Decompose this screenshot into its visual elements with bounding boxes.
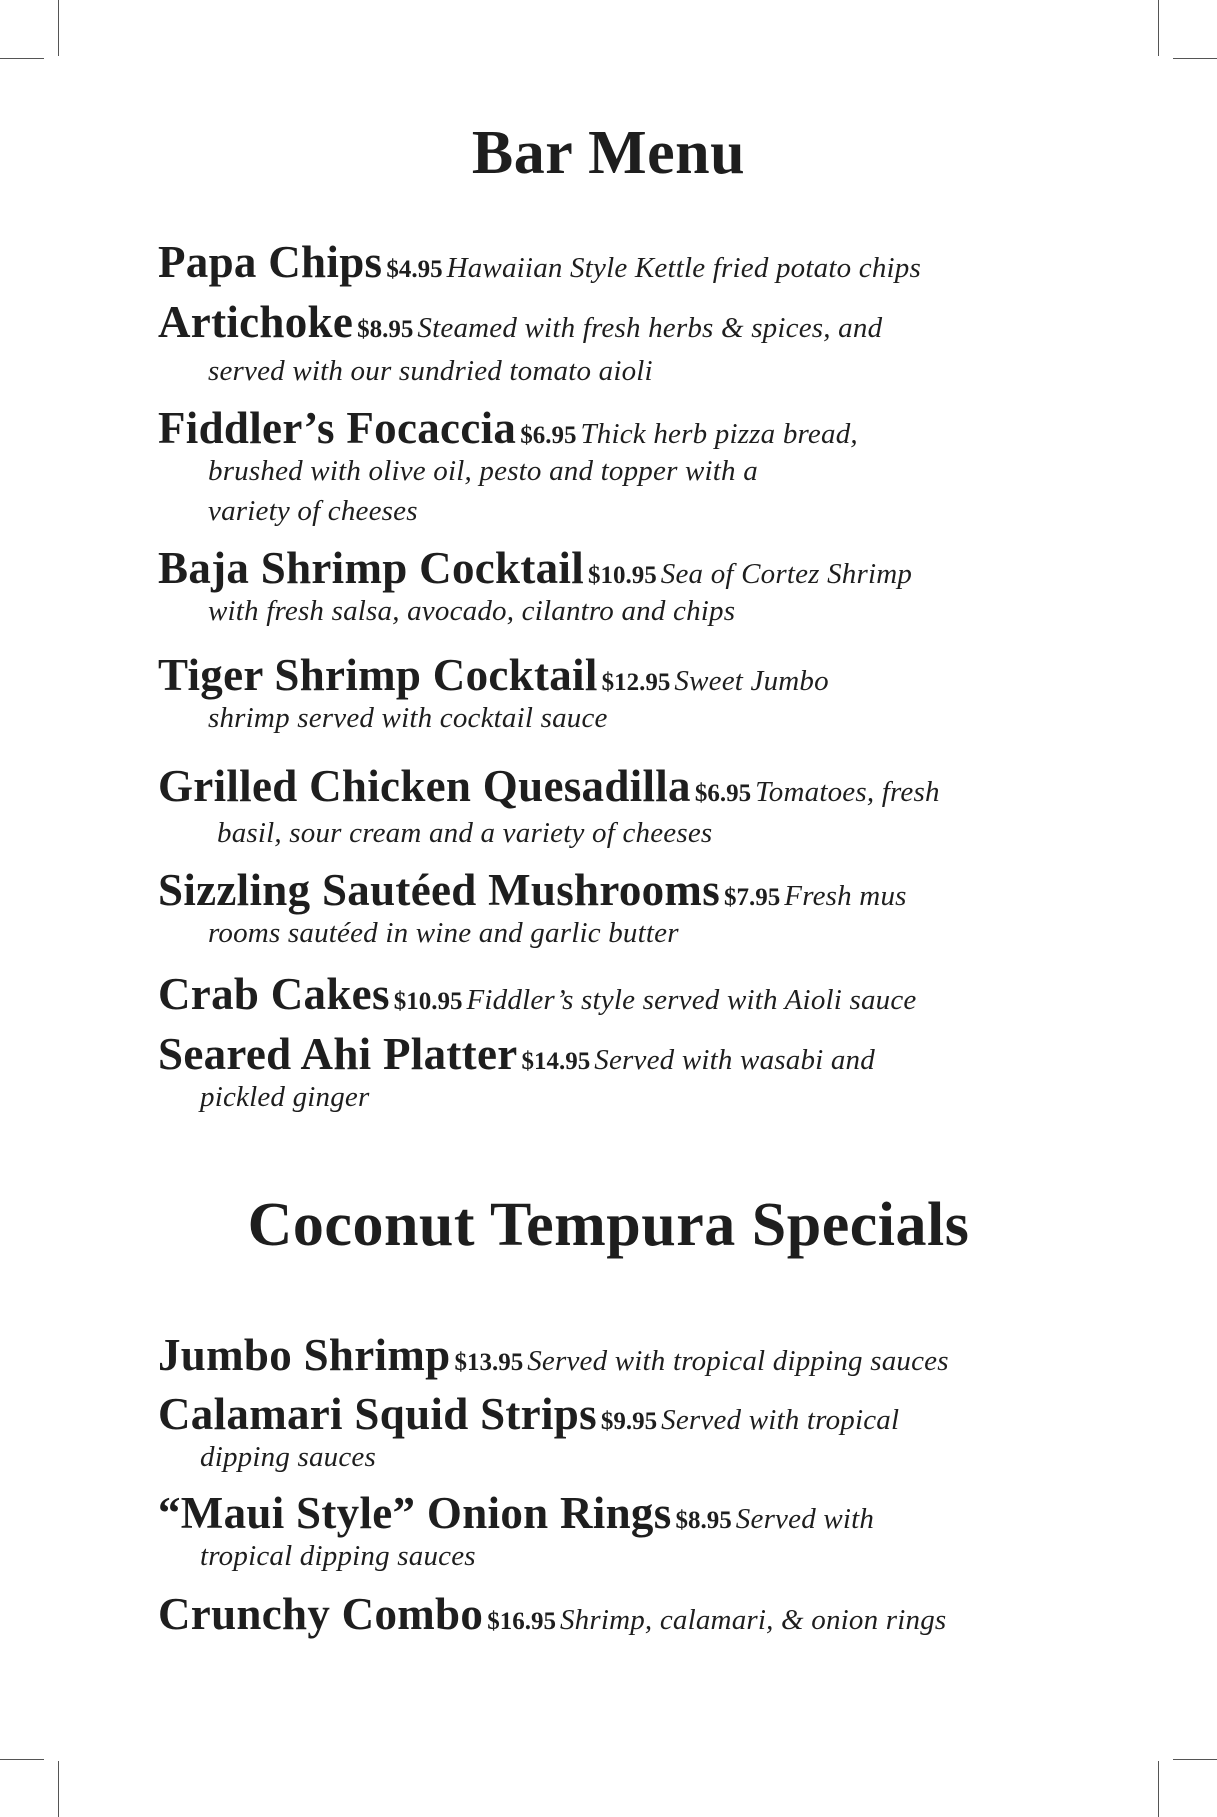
item-price: $7.95 — [724, 884, 781, 911]
item-name: “Maui Style” Onion Rings — [158, 1488, 672, 1538]
menu-item — [158, 865, 1108, 953]
item-description: Hawaiian Style Kettle fried potato chips — [446, 252, 921, 284]
menu-item — [158, 237, 1108, 287]
item-description-continued: with fresh salsa, avocado, cilantro and chips — [208, 595, 736, 627]
section-title-bar-menu: Bar Menu — [471, 119, 746, 187]
menu-item — [158, 1330, 1108, 1380]
menu-item — [158, 1488, 1108, 1576]
crop-mark — [1158, 1761, 1159, 1817]
item-description: Steamed with fresh herbs & spices, and — [417, 312, 883, 344]
item-price: $12.95 — [601, 669, 671, 696]
item-name: Jumbo Shrimp — [158, 1330, 451, 1380]
item-description-continued: brushed with olive oil, pesto and topper with a — [208, 455, 758, 487]
item-name: Papa Chips — [158, 237, 383, 287]
item-description-continued: rooms sautéed in wine and garlic butter — [208, 917, 679, 949]
item-description-continued: tropical dipping sauces — [200, 1540, 476, 1572]
item-description: Served with tropical dipping sauces — [527, 1345, 949, 1377]
item-name: Fiddler’s Focaccia — [158, 403, 517, 453]
item-name: Calamari Squid Strips — [158, 1389, 597, 1439]
menu-item — [158, 543, 1108, 631]
menu-item — [158, 761, 1108, 853]
crop-mark — [58, 0, 59, 56]
item-description: Sea of Cortez Shrimp — [660, 558, 913, 590]
item-name: Crab Cakes — [158, 969, 390, 1019]
item-price: $8.95 — [357, 316, 414, 343]
item-description-continued: served with our sundried tomato aioli — [208, 355, 653, 387]
item-price: $10.95 — [588, 562, 657, 589]
menu-item — [158, 1029, 1108, 1117]
item-price: $4.95 — [386, 256, 443, 283]
menu-item — [158, 969, 1108, 1019]
crop-mark — [0, 1759, 44, 1760]
menu-item — [158, 297, 1108, 391]
item-description: Served with wasabi and — [594, 1044, 875, 1076]
crop-mark — [58, 1761, 59, 1817]
item-price: $9.95 — [600, 1408, 658, 1435]
item-name: Sizzling Sautéed Mushrooms — [158, 865, 721, 915]
item-description: Sweet Jumbo — [674, 665, 829, 697]
item-description: Shrimp, calamari, & onion rings — [559, 1604, 947, 1636]
item-name: Seared Ahi Platter — [158, 1029, 518, 1079]
item-price: $8.95 — [675, 1507, 732, 1534]
item-description-continued: pickled ginger — [200, 1081, 370, 1113]
item-description: Served with tropical — [661, 1404, 900, 1436]
item-description: Thick herb pizza bread, — [580, 418, 858, 450]
menu-item — [158, 1589, 1108, 1639]
item-price: $10.95 — [393, 988, 463, 1015]
menu-item — [158, 650, 1108, 738]
item-name: Tiger Shrimp Cocktail — [158, 650, 598, 700]
item-description-continued: variety of cheeses — [208, 495, 418, 527]
item-name: Artichoke — [158, 297, 354, 347]
item-name: Grilled Chicken Quesadilla — [158, 761, 691, 811]
section-title-coconut-tempura: Coconut Tempura Specials — [247, 1191, 970, 1259]
item-description-continued: shrimp served with cocktail sauce — [208, 702, 608, 734]
item-price: $13.95 — [454, 1349, 524, 1376]
crop-mark — [1173, 1759, 1217, 1760]
crop-mark — [1173, 58, 1217, 59]
item-description: Served with — [735, 1503, 875, 1535]
menu-item — [158, 1389, 1108, 1477]
item-description: Fiddler’s style served with Aioli sauce — [466, 984, 917, 1016]
crop-mark — [1158, 0, 1159, 56]
item-name: Crunchy Combo — [158, 1589, 484, 1639]
crop-mark — [0, 58, 44, 59]
item-description: Fresh mus — [784, 880, 907, 912]
item-price: $6.95 — [694, 780, 752, 807]
item-price: $6.95 — [520, 422, 577, 449]
menu-item — [158, 403, 1108, 531]
item-description-continued: dipping sauces — [200, 1441, 376, 1473]
item-description-continued: basil, sour cream and a variety of cheeses — [217, 817, 713, 849]
item-price: $14.95 — [521, 1048, 591, 1075]
item-name: Baja Shrimp Cocktail — [158, 543, 585, 593]
item-price: $16.95 — [487, 1608, 556, 1635]
item-description: Tomatoes, fresh — [755, 776, 940, 808]
